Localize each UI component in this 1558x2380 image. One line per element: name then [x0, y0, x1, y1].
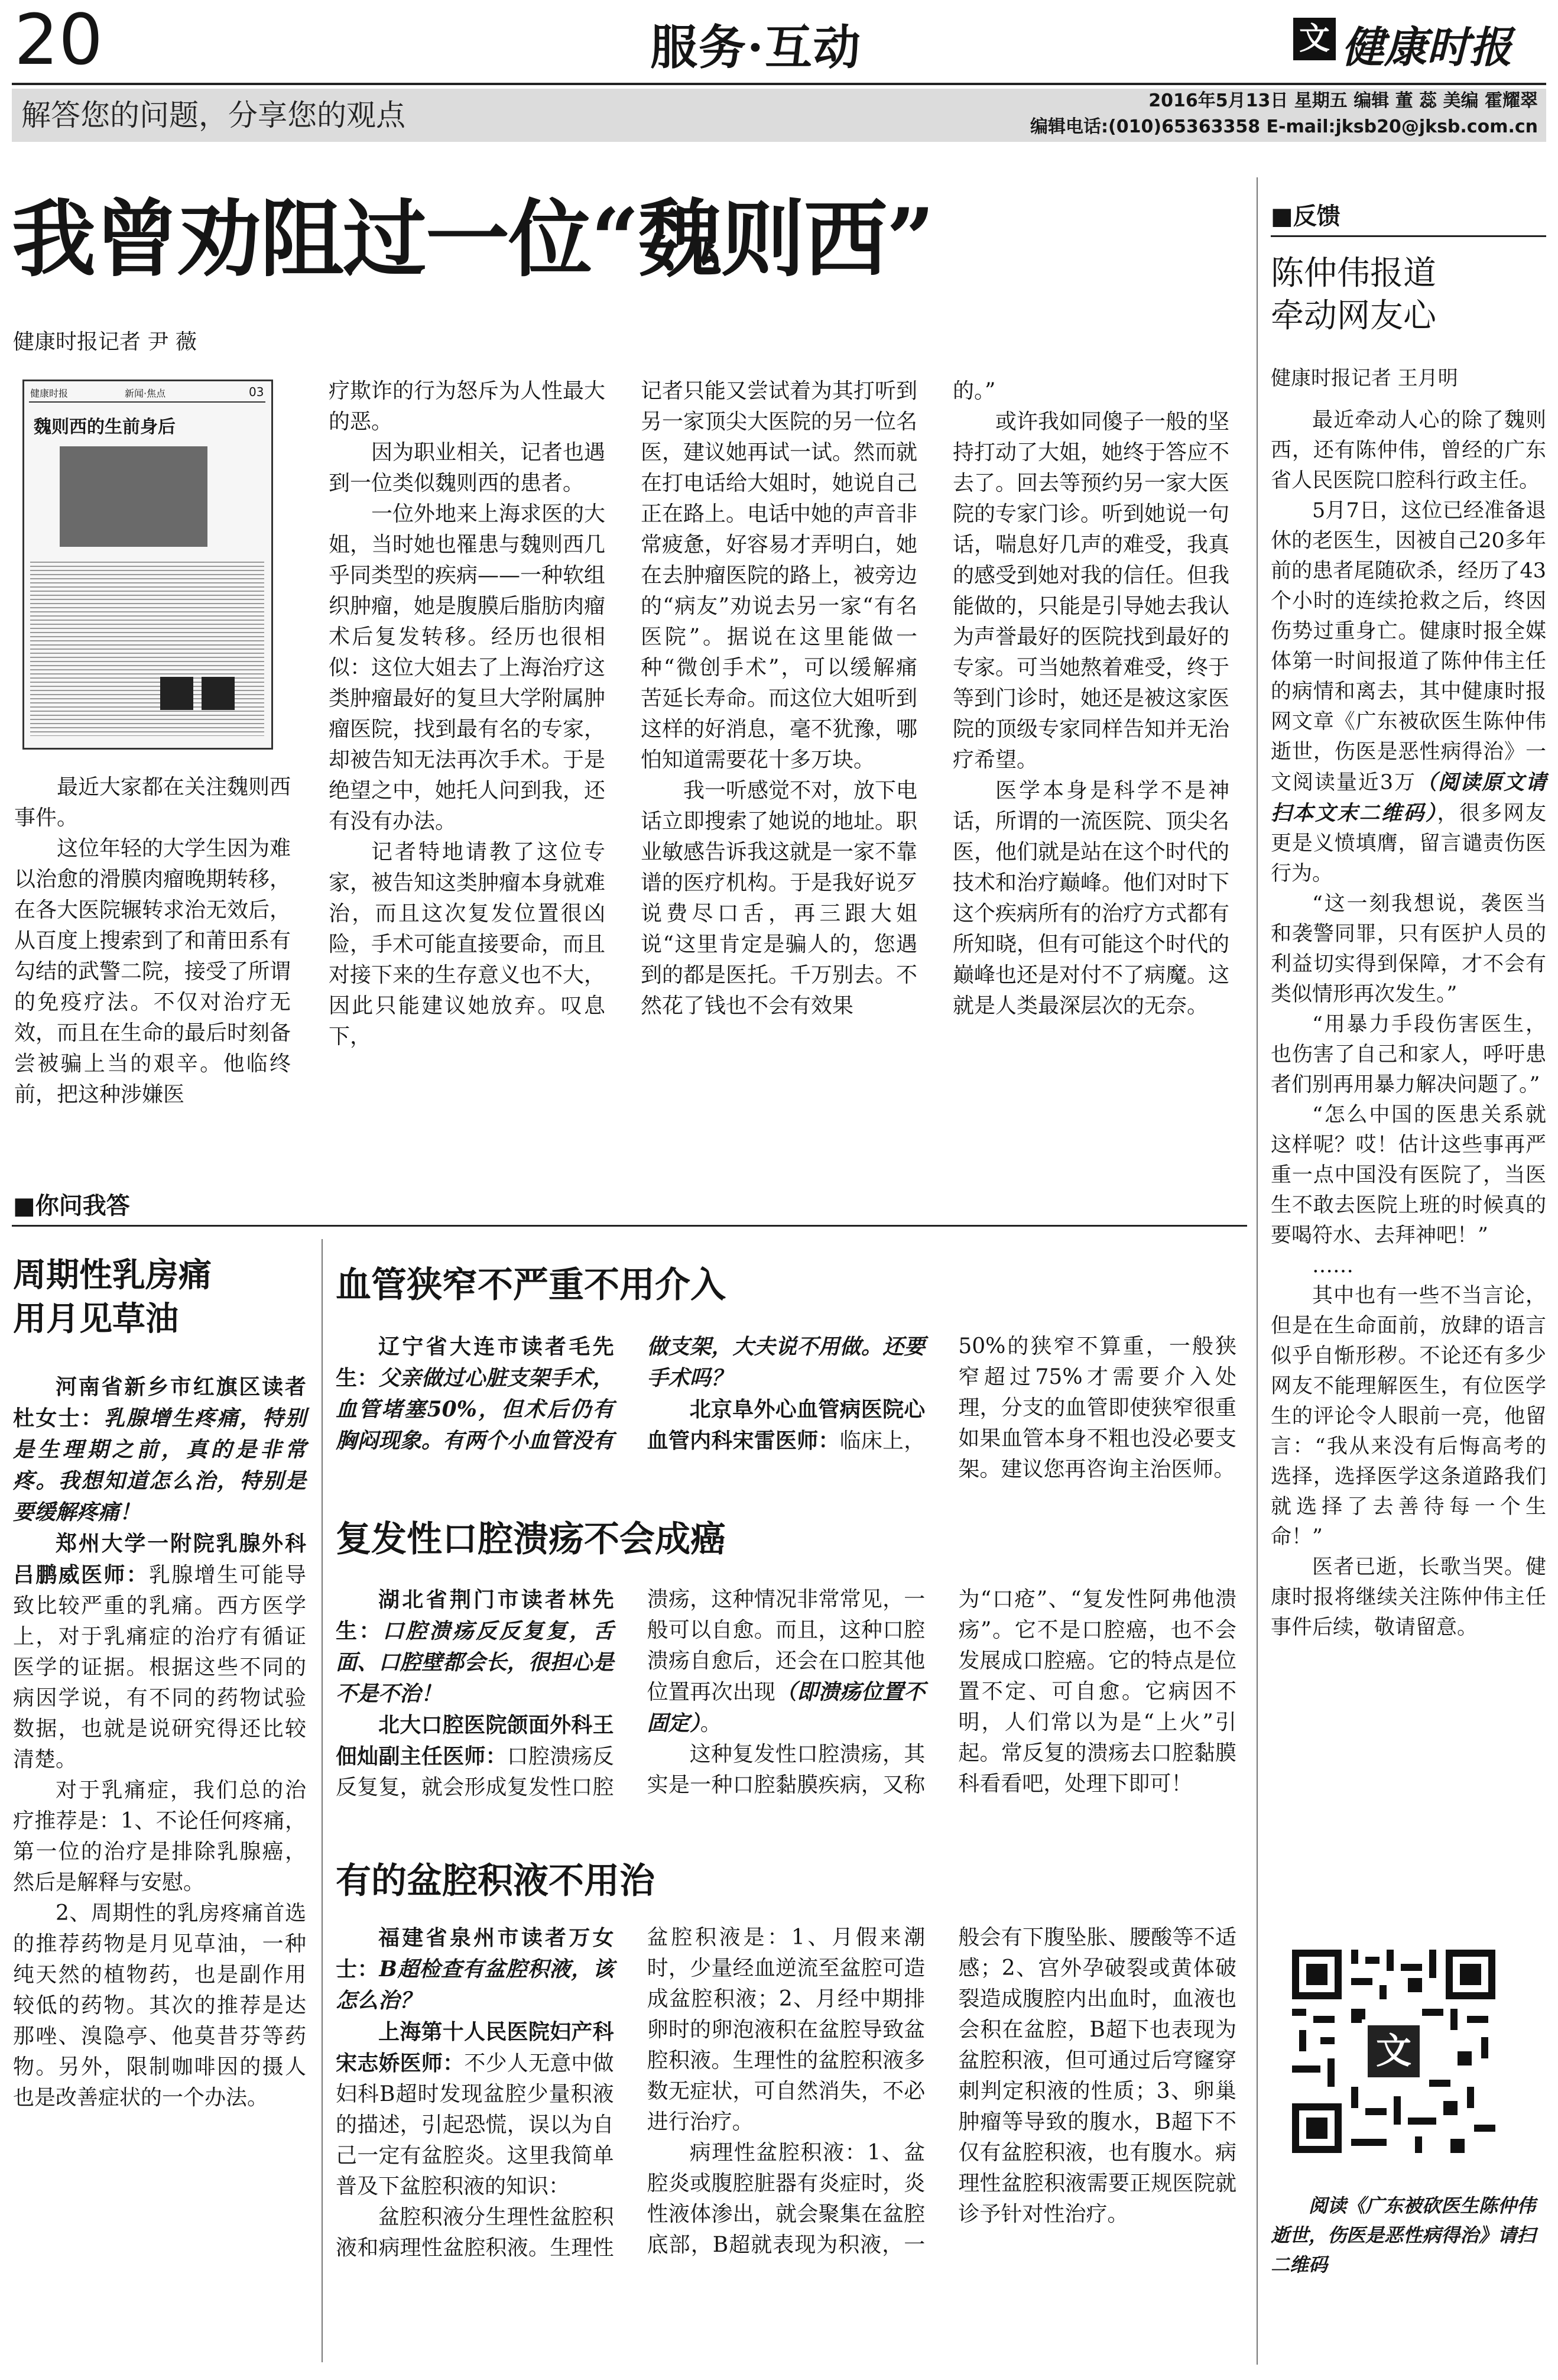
feedback-rule	[1271, 235, 1546, 237]
brand-name: 健康时报	[1342, 22, 1512, 72]
slogan: 解答您的问题，分享您的观点	[21, 98, 405, 132]
page-number: 20	[14, 0, 103, 80]
qa-rule	[12, 1225, 1247, 1227]
qa-c-body: 湖北省荆门市读者林先生：口腔溃疡反反复复，舌面、口腔壁都会长，很担心是不是不治！ 北大口腔医院颌面外科王佃灿副主任医师：口腔溃疡反反复复，就会形成复发性口腔溃疡，这种情况非常常见，一般可以自愈。而且，这种口腔溃疡自愈后，还会在口腔其他位置再次出现（即溃疡位置不固定）。 这种复发性口腔溃疡，其实是一种口腔黏膜疾病，又称为“口疮”、“复发性阿弗他溃疡”。它不是口腔癌，也不会发展成口腔癌。它的特点是位置不定、可自愈。它病因不明，人们常以为是“上火”引起。常反复的溃疡去口腔黏膜科看看吧，处理下即可！	[336, 1587, 1236, 1799]
feedback-label: ■反馈	[1271, 203, 1340, 230]
feedback-title-1: 陈仲伟报道	[1271, 254, 1436, 293]
thumb-section: 新闻·焦点	[125, 388, 166, 399]
lead-column-4: 的。” 或许我如同傻子一般的坚持打动了大姐，她终于答应不去了。回去等预约另一家大医院的专家门诊。听到她说一句话，喘息好几声的难受，我真的感受到她对我的信任。但我能做的，只能是引导她去我认为声誉最好的医院找到最好的专家。可当她熬着难受，终于等到门诊时，她还是被这家医院的顶级专家同样告知并无治疗希望。 医学本身是科学不是神话，所谓的一流医院、顶尖名医，他们就是站在这个时代的技术和治疗巅峰。他们对时下这个疾病所有的治疗方式都有所知晓，但有可能这个时代的巅峰也还是对付不了病魔。这就是人类最深层次的无奈。	[953, 379, 1230, 1018]
thumb-qr-1	[160, 677, 193, 710]
qr-logo: 文	[1376, 2031, 1411, 2072]
feedback-body: 最近牵动人心的除了魏则西，还有陈仲伟，曾经的广东省人民医院口腔科行政主任。 5月7日，这位已经准备退休的老医生，因被自己20多年前的患者尾随砍杀，经历了43个小时的连续抢救之后，终因伤势过重身亡。健康时报全媒体第一时间报道了陈仲伟主任的病情和离去，其中健康时报网文章《广东被砍医生陈仲伟逝世，伤医是恶性病得治》一文阅读量近3万（阅读原文请扫本文末二维码），很多网友更是义愤填膺，留言谴责伤医行为。 “这一刻我想说，袭医当和袭警同罪，只有医护人员的利益切实得到保障，才不会有类似情形再次发生。” “用暴力手段伤害医生，也伤害了自己和家人，呼吁患者们别再用暴力解决问题了。” “怎么中国的医患关系就这样呢？哎！估计这些事再严重一点中国没有医院了，当医生不敢去医院上班的时候真的要喝符水、去拜神吧！” …… 其中也有一些不当言论，但是在生命面前，放肆的语言似乎自惭形秽。不论还有多少网友不能理解医生，有位医学生的评论令人眼前一亮，他留言：“我从来没有后悔高考的选择，选择医学这条道路我们就选择了去善待每一个生命！” 医者已逝，长歌当哭。健康时报将继续关注陈仲伟主任事件后续，敬请留意。	[1271, 408, 1546, 1639]
qa-c-title: 复发性口腔溃疡不会成癌	[336, 1519, 726, 1560]
qr-caption: 阅读《广东被砍医生陈仲伟逝世，伤医是恶性病得治》请扫二维码	[1271, 2194, 1536, 2276]
masthead-rule	[12, 83, 1546, 85]
thumb-qr-2	[202, 677, 235, 710]
qa-a-body: 河南省新乡市红旗区读者杜女士：乳腺增生疼痛，特别是生理期之前，真的是非常疼。我想知道怎么治，特别是要缓解疼痛！ 郑州大学一附院乳腺外科吕鹏威医师：乳腺增生可能导致比较严重的乳痛。西方医学上，对于乳痛症的治疗有循证医学的证据。根据这些不同的病因学说，有不同的药物试验数据，也就是说研究得还比较清楚。 对于乳痛症，我们总的治疗推荐是：1、不论任何疼痛，第一位的治疗是排除乳腺癌，然后是解释与安慰。 2、周期性的乳房疼痛首选的推荐药物是月见草油，一种纯天然的植物药，也是副作用较低的药物。其次的推荐是达那唑、溴隐亭、他莫昔芬等药物。另外，限制咖啡因的摄人也是改善症状的一个办法。	[13, 1374, 306, 2110]
qa-label: ■你问我答	[13, 1192, 130, 1220]
brand-logo: 文	[1293, 18, 1336, 60]
qa-d-body: 福建省泉州市读者万女士：B超检查有盆腔积液，该怎么治？ 上海第十人民医院妇产科宋志娇医师：不少人无意中做妇科B超时发现盆腔少量积液的描述，引起恐慌，误以为自己一定有盆腔炎。这里我简单普及下盆腔积液的知识： 盆腔积液分生理性盆腔积液和病理性盆腔积液。生理性盆腔积液是：1、月假来潮时，少量经血逆流至盆腔可造成盆腔积液；2、月经中期排卵时的卵泡液积在盆腔导致盆腔积液。生理性的盆腔积液多数无症状，可自然消失，不必进行治疗。 病理性盆腔积液：1、盆腔炎或腹腔脏器有炎症时，炎性液体渗出，就会聚集在盆腔底部，B超就表现为积液，一般会有下腹坠胀、腰酸等不适感；2、宫外孕破裂或黄体破裂造成腹腔内出血时，血液也会积在盆腔，B超下也表现为盆腔积液，但可通过后穹窿穿刺判定积液的性质；3、卵巢肿瘤等导致的腹水，B超下不仅有盆腔积液，也有腹水。病理性盆腔积液需要正规医院就诊予针对性治疗。	[336, 1925, 1236, 2260]
qa-d-title: 有的盆腔积液不用治	[336, 1860, 655, 1902]
contact-line: 编辑电话:(010)65363358 E-mail:jksb20@jksb.com.cn	[1030, 116, 1538, 137]
lead-column-2: 疗欺诈的行为怒斥为人性最大的恶。 因为职业相关，记者也遇到一位类似魏则西的患者。 一位外地来上海求医的大姐，当时她也罹患与魏则西几乎同类型的疾病——一种软组织肿瘤，她是腹膜后脂肪肉瘤术后复发转移。经历也很相似：这位大姐去了上海治疗这类肿瘤最好的复旦大学附属肿瘤医院，找到最有名的专家，却被告知无法再次手术。于是绝望之中，她托人问到我，还有没有办法。 记者特地请教了这位专家，被告知这类肿瘤本身就难治，而且这次复发位置很凶险，手术可能直接要命，而且对接下来的生存意义也不大，因此只能建议她放弃。叹息下，	[329, 379, 606, 1049]
sidebar-divider	[1257, 177, 1258, 2365]
headline: 我曾劝阻过一位“魏则西”	[12, 190, 934, 288]
thumb-headline: 魏则西的生前身后	[34, 417, 176, 437]
qa-column-divider	[322, 1239, 323, 2362]
thumb-rule	[29, 401, 265, 403]
thumb-page: 03	[249, 385, 264, 399]
thumb-masthead: 健康时报	[30, 388, 69, 399]
newspaper-thumbnail	[22, 380, 273, 750]
feedback-title-2: 牵动网友心	[1271, 297, 1436, 335]
lead-column-1: 最近大家都在关注魏则西事件。 这位年轻的大学生因为难以治愈的滑膜肉瘤晚期转移，在各大医院辗转求治无效后，从百度上搜索到了和莆田系有勾结的武警二院，接受了所谓的免疫疗法。不仅对治疗无效，而且在生命的最后时刻备尝被骗上当的艰辛。他临终前，把这种涉嫌医	[14, 775, 291, 1107]
feedback-byline: 健康时报记者 王月明	[1271, 367, 1458, 390]
lead-column-3: 记者只能又尝试着为其打听到另一家顶尖大医院的另一位名医，建议她再试一试。然而就在打电话给大姐时，她说自己正在路上。电话中她的声音非常疲惫，好容易才弄明白，她在去肿瘤医院的路上，被旁边的“病友”劝说去另一家“有名医院”。据说在这里能做一种“微创手术”，可以缓解痛苦延长寿命。而这位大姐听到这样的好消息，毫不犹豫，哪怕知道需要花十多万块。 我一听感觉不对，放下电话立即搜索了她说的地址。职业敏感告诉我这就是一家不靠谱的医疗机构。于是我好说歹说费尽口舌，再三跟大姐说“这里肯定是骗人的，您遇到的都是医托。千万别去。不然花了钱也不会有效果	[641, 379, 918, 1018]
byline: 健康时报记者 尹 薇	[13, 330, 197, 354]
qa-a-title-2: 用月见草油	[13, 1300, 178, 1338]
thumb-photo	[60, 446, 207, 547]
date-line: 2016年5月13日 星期五 编辑 董 蕊 美编 霍耀翠	[1148, 90, 1538, 111]
section-title: 服务·互动	[650, 20, 862, 75]
qa-b-body: 辽宁省大连市读者毛先生：父亲做过心脏支架手术，血管堵塞50%，但术后仍有胸闷现象。有两个小血管没有做支架，大夫说不用做。还要手术吗？ 北京阜外心血管病医院心血管内科宋雷医师：临床上，50%的狭窄不算重，一般狭窄超过75%才需要介入处理，分支的血管即使狭窄很重如果血管本身不粗也没必要支架。建议您再咨询主治医师。	[336, 1334, 1236, 1481]
qa-b-title: 血管狭窄不严重不用介入	[336, 1264, 726, 1306]
qr-code[interactable]	[1292, 1950, 1495, 2153]
qa-a-title-1: 周期性乳房痛	[13, 1256, 212, 1295]
